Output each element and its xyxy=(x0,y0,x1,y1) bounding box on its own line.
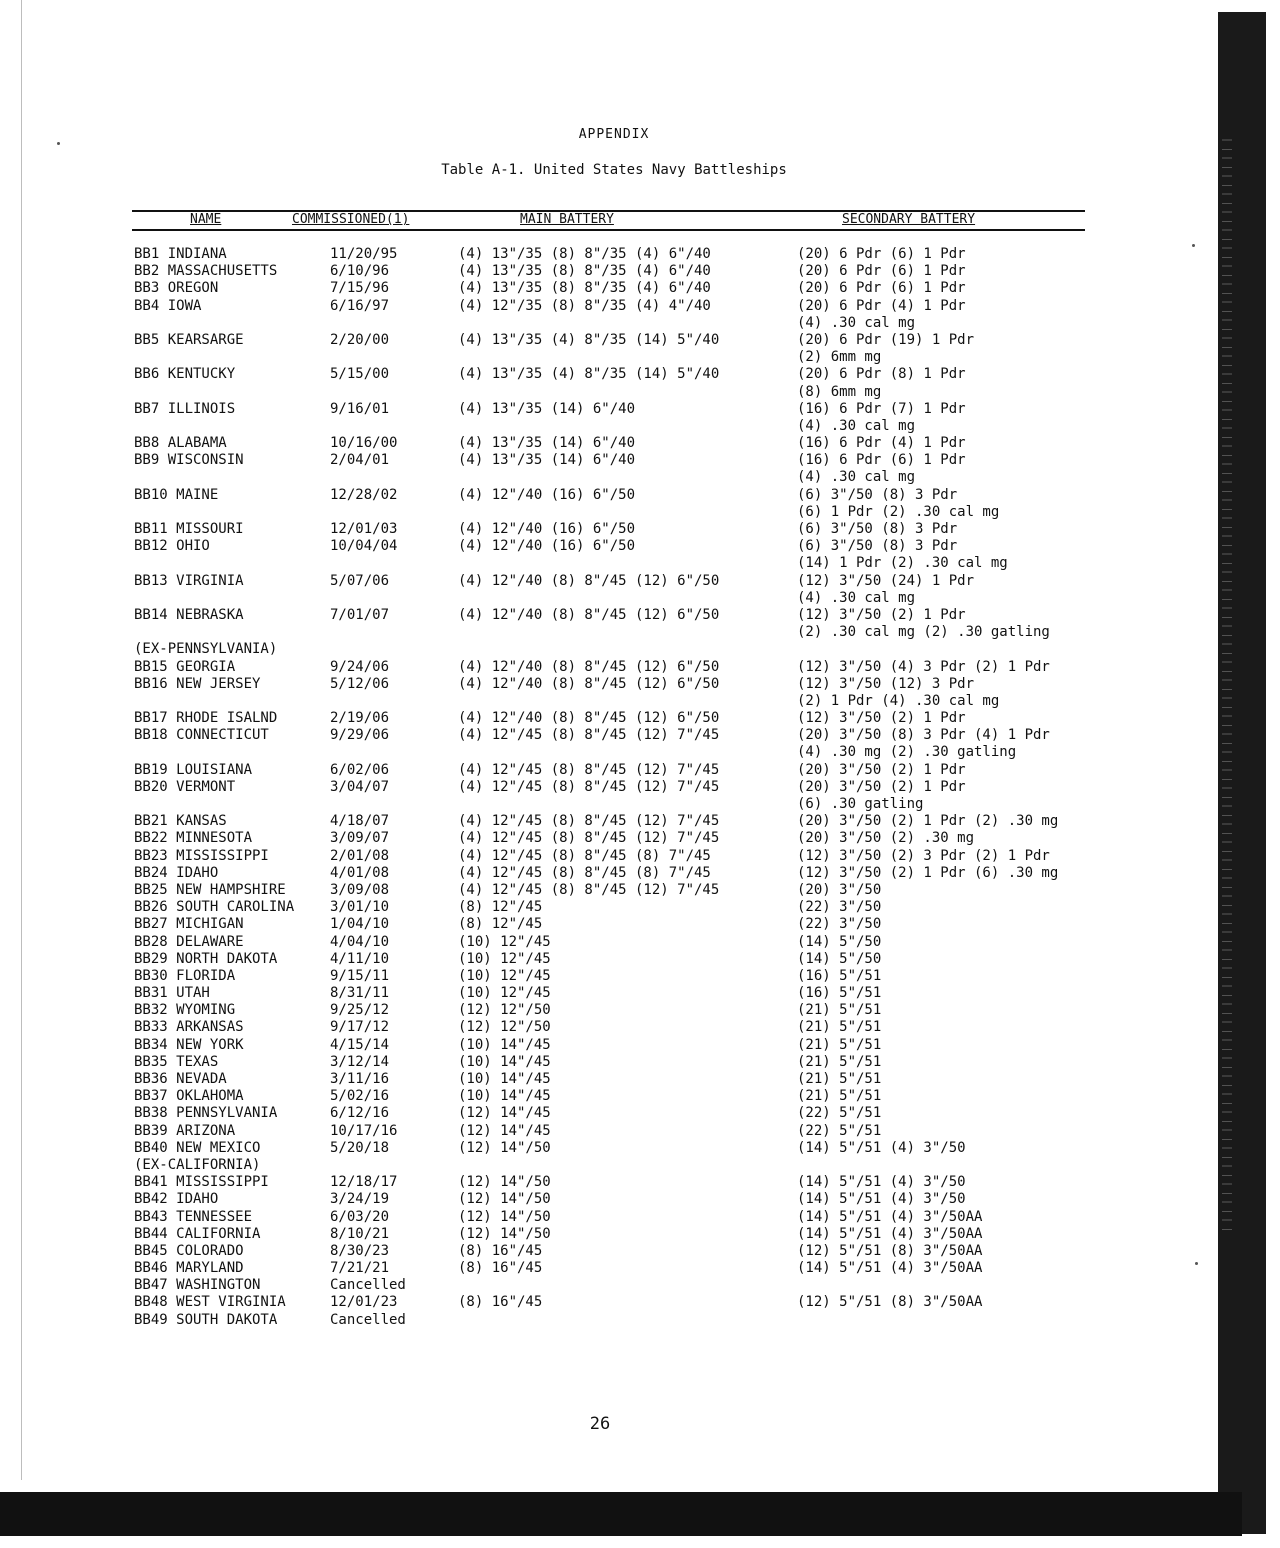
table-row xyxy=(0,607,1228,624)
commissioned-cell: 3/01/10 xyxy=(330,899,390,916)
main-battery-cell: (4) 12"/45 (8) 8"/45 (12) 7"/45 xyxy=(458,778,720,795)
main-battery-cell: (4) 12"/40 (8) 8"/45 (12) 6"/50 xyxy=(458,675,720,692)
commissioned-cell: 9/25/12 xyxy=(330,1002,390,1019)
commissioned-cell: 3/09/08 xyxy=(330,881,390,898)
table-row xyxy=(0,573,1228,590)
table-row xyxy=(0,779,1228,796)
secondary-battery-cell: (12) 3"/50 (2) 3 Pdr (2) 1 Pdr xyxy=(797,847,1050,864)
table-row xyxy=(0,504,1228,521)
main-battery-cell: (4) 13"/35 (14) 6"/40 xyxy=(458,435,636,452)
table-row xyxy=(0,744,1228,761)
ship-name-cell: BB16 NEW JERSEY xyxy=(134,675,261,692)
secondary-battery-cell: (14) 1 Pdr (2) .30 cal mg xyxy=(797,555,1008,572)
ship-name-cell: BB29 NORTH DAKOTA xyxy=(134,950,278,967)
ship-name-cell: BB49 SOUTH DAKOTA xyxy=(134,1311,278,1328)
table-row xyxy=(0,1294,1228,1311)
secondary-battery-cell: (21) 5"/51 xyxy=(797,1019,882,1036)
table-row xyxy=(0,693,1228,710)
ship-name-cell: BB5 KEARSARGE xyxy=(134,331,244,348)
table-row xyxy=(0,1105,1228,1122)
main-battery-cell: (12) 14"/45 xyxy=(458,1105,551,1122)
table-row xyxy=(0,1071,1228,1088)
table-row xyxy=(0,1277,1228,1294)
main-battery-cell: (10) 12"/45 xyxy=(458,985,551,1002)
secondary-battery-cell: (4) .30 cal mg xyxy=(797,314,916,331)
main-battery-cell: (4) 13"/35 (8) 8"/35 (4) 6"/40 xyxy=(458,280,711,297)
secondary-battery-cell: (6) 1 Pdr (2) .30 cal mg xyxy=(797,503,1000,520)
main-battery-cell: (12) 14"/50 xyxy=(458,1174,551,1191)
ship-name-cell: BB46 MARYLAND xyxy=(134,1260,244,1277)
secondary-battery-cell: (6) 3"/50 (8) 3 Pdr xyxy=(797,521,958,537)
commissioned-cell: 8/31/11 xyxy=(330,985,390,1002)
ship-name-cell: BB14 NEBRASKA xyxy=(134,606,244,623)
secondary-battery-cell: (21) 5"/51 xyxy=(797,1002,882,1019)
ship-name-cell: BB18 CONNECTICUT xyxy=(134,727,269,744)
secondary-battery-cell: (14) 5"/51 (4) 3"/50 xyxy=(797,1174,966,1191)
table-row xyxy=(0,676,1228,693)
page-number: 26 xyxy=(589,1414,611,1434)
secondary-battery-cell: (4) .30 cal mg xyxy=(797,417,916,434)
ship-name-cell: BB17 RHODE ISALND xyxy=(134,710,278,727)
table-row xyxy=(0,349,1228,366)
commissioned-cell: 9/24/06 xyxy=(330,658,390,675)
secondary-battery-cell: (14) 5"/50 xyxy=(797,933,882,950)
main-battery-cell: (4) 12"/35 (8) 8"/35 (4) 4"/40 xyxy=(458,297,711,314)
secondary-battery-cell: (20) 6 Pdr (19) 1 Pdr xyxy=(797,331,975,348)
main-battery-cell: (4) 12"/40 (8) 8"/45 (12) 6"/50 xyxy=(458,606,720,623)
table-row xyxy=(0,1037,1228,1054)
main-battery-cell: (10) 12"/45 xyxy=(458,950,551,967)
commissioned-cell: 3/12/14 xyxy=(330,1053,390,1070)
table-row xyxy=(0,401,1228,418)
table-row xyxy=(0,1157,1228,1174)
table-row xyxy=(0,951,1228,968)
main-battery-cell: (8) 16"/45 xyxy=(458,1294,543,1311)
table-row xyxy=(0,452,1228,469)
ship-name-cell: BB33 ARKANSAS xyxy=(134,1019,244,1036)
secondary-battery-cell: (22) 3"/50 xyxy=(797,899,882,916)
commissioned-cell: 10/17/16 xyxy=(330,1122,398,1139)
ship-name-cell: BB24 IDAHO xyxy=(134,864,219,881)
secondary-battery-cell: (16) 5"/51 xyxy=(797,967,882,984)
table-row xyxy=(0,1054,1228,1071)
commissioned-cell: Cancelled xyxy=(330,1277,406,1294)
secondary-battery-cell: (6) 3"/50 (8) 3 Pdr xyxy=(797,486,958,503)
main-battery-cell: (4) 12"/45 (8) 8"/45 (12) 7"/45 xyxy=(458,813,720,830)
commissioned-cell: 10/16/00 xyxy=(330,435,398,452)
main-battery-cell: (10) 14"/45 xyxy=(458,1053,551,1070)
header-rule-bottom xyxy=(132,229,1085,231)
table-row xyxy=(0,882,1228,899)
table-title: Table A-1. United States Navy Battleships xyxy=(441,162,787,178)
ship-name-cell: BB4 IOWA xyxy=(134,297,202,314)
commissioned-cell: 1/04/10 xyxy=(330,916,390,933)
table-row xyxy=(0,538,1228,555)
ship-name-cell: BB8 ALABAMA xyxy=(134,435,227,452)
appendix-heading: APPENDIX xyxy=(578,127,650,142)
table-row xyxy=(0,813,1228,830)
commissioned-cell: 6/02/06 xyxy=(330,761,390,778)
main-battery-cell: (12) 14"/50 xyxy=(458,1225,551,1242)
ship-name-cell: BB23 MISSISSIPPI xyxy=(134,847,269,864)
commissioned-cell: 5/15/00 xyxy=(330,366,390,383)
secondary-battery-cell: (20) 3"/50 (2) .30 mg xyxy=(797,830,975,847)
secondary-battery-cell: (14) 5"/51 (4) 3"/50AA xyxy=(797,1260,983,1277)
main-battery-cell: (12) 14"/50 xyxy=(458,1208,551,1225)
scan-speck xyxy=(57,142,60,145)
commissioned-cell: 6/03/20 xyxy=(330,1208,390,1225)
secondary-battery-cell: (22) 5"/51 xyxy=(797,1122,882,1139)
ship-name-cell: BB28 DELAWARE xyxy=(134,933,244,950)
secondary-battery-cell: (14) 5"/50 xyxy=(797,950,882,967)
main-battery-cell: (12) 14"/45 xyxy=(458,1122,551,1139)
ship-name-cell: BB6 KENTUCKY xyxy=(134,366,236,383)
main-battery-cell: (10) 12"/45 xyxy=(458,933,551,950)
secondary-battery-cell: (12) 3"/50 (12) 3 Pdr xyxy=(797,675,975,692)
secondary-battery-cell: (14) 5"/51 (4) 3"/50 xyxy=(797,1191,966,1208)
secondary-battery-cell: (22) 5"/51 xyxy=(797,1105,882,1122)
ship-name-cell: BB35 TEXAS xyxy=(134,1053,219,1070)
commissioned-cell: 3/11/16 xyxy=(330,1071,390,1087)
commissioned-cell: 7/21/21 xyxy=(330,1260,390,1277)
main-battery-cell: (4) 13"/35 (4) 8"/35 (14) 5"/40 xyxy=(458,331,720,348)
main-battery-cell: (4) 12"/40 (16) 6"/50 xyxy=(458,486,636,503)
ship-name-cell: BB26 SOUTH CAROLINA xyxy=(134,899,295,916)
table-row xyxy=(0,1191,1228,1208)
secondary-battery-cell: (6) .30 gatling xyxy=(797,796,924,812)
secondary-battery-cell: (2) .30 cal mg (2) .30 gatling xyxy=(797,624,1050,641)
commissioned-cell: 2/04/01 xyxy=(330,452,390,469)
main-battery-cell: (4) 12"/45 (8) 8"/45 (8) 7"/45 xyxy=(458,864,711,881)
ship-name-cell: BB22 MINNESOTA xyxy=(134,830,253,847)
secondary-battery-cell: (21) 5"/51 xyxy=(797,1071,882,1087)
table-row xyxy=(0,916,1228,933)
commissioned-cell: 4/11/10 xyxy=(330,950,390,967)
main-battery-cell: (4) 13"/35 (8) 8"/35 (4) 6"/40 xyxy=(458,246,711,262)
table-row xyxy=(0,624,1228,641)
secondary-battery-cell: (2) 1 Pdr (4) .30 cal mg xyxy=(797,692,1000,709)
table-row xyxy=(0,590,1228,607)
commissioned-cell: 9/15/11 xyxy=(330,967,390,984)
secondary-battery-cell: (20) 6 Pdr (4) 1 Pdr xyxy=(797,297,966,314)
commissioned-cell: 9/29/06 xyxy=(330,727,390,744)
table-row xyxy=(0,435,1228,452)
main-battery-cell: (10) 14"/45 xyxy=(458,1088,551,1105)
table-row xyxy=(0,727,1228,744)
table-row xyxy=(0,899,1228,916)
commissioned-cell: 3/24/19 xyxy=(330,1191,390,1208)
ship-name-cell: BB48 WEST VIRGINIA xyxy=(134,1294,286,1311)
main-battery-cell: (4) 13"/35 (4) 8"/35 (14) 5"/40 xyxy=(458,366,720,383)
table-row xyxy=(0,384,1228,401)
main-battery-cell: (10) 14"/45 xyxy=(458,1036,551,1053)
commissioned-cell: 5/20/18 xyxy=(330,1139,390,1156)
main-battery-cell: (4) 12"/40 (8) 8"/45 (12) 6"/50 xyxy=(458,710,720,727)
secondary-battery-cell: (12) 3"/50 (2) 1 Pdr (6) .30 mg xyxy=(797,864,1059,881)
table-row xyxy=(0,555,1228,572)
ship-name-cell: BB47 WASHINGTON xyxy=(134,1277,261,1294)
table-row xyxy=(0,830,1228,847)
secondary-battery-cell: (20) 6 Pdr (6) 1 Pdr xyxy=(797,263,966,280)
table-row xyxy=(0,469,1228,486)
secondary-battery-cell: (20) 3"/50 xyxy=(797,881,882,898)
secondary-battery-cell: (20) 3"/50 (8) 3 Pdr (4) 1 Pdr xyxy=(797,727,1050,744)
ship-name-cell: BB7 ILLINOIS xyxy=(134,400,236,417)
table-row xyxy=(0,332,1228,349)
secondary-battery-cell: (20) 3"/50 (2) 1 Pdr xyxy=(797,778,966,795)
commissioned-cell: 4/15/14 xyxy=(330,1036,390,1053)
main-battery-cell: (4) 12"/45 (8) 8"/45 (12) 7"/45 xyxy=(458,881,720,898)
secondary-battery-cell: (12) 3"/50 (24) 1 Pdr xyxy=(797,572,975,589)
ship-name-cell: BB41 MISSISSIPPI xyxy=(134,1174,269,1191)
commissioned-cell: 2/20/00 xyxy=(330,331,390,348)
commissioned-cell: 2/19/06 xyxy=(330,710,390,727)
secondary-battery-cell: (2) 6mm mg xyxy=(797,349,882,366)
ship-name-cell: BB3 OREGON xyxy=(134,280,219,297)
main-battery-cell: (12) 14"/50 xyxy=(458,1191,551,1208)
secondary-battery-cell: (20) 6 Pdr (6) 1 Pdr xyxy=(797,280,966,297)
main-battery-cell: (10) 14"/45 xyxy=(458,1071,551,1087)
commissioned-cell: 7/15/96 xyxy=(330,280,390,297)
ship-name-cell: BB43 TENNESSEE xyxy=(134,1208,253,1225)
main-battery-cell: (12) 14"/50 xyxy=(458,1139,551,1156)
main-battery-cell: (4) 12"/45 (8) 8"/45 (8) 7"/45 xyxy=(458,847,711,864)
secondary-battery-cell: (12) 3"/50 (2) 1 Pdr xyxy=(797,606,966,623)
commissioned-cell: Cancelled xyxy=(330,1311,406,1328)
table-row xyxy=(0,1243,1228,1260)
secondary-battery-cell: (12) 5"/51 (8) 3"/50AA xyxy=(797,1294,983,1311)
ship-name-cell: BB40 NEW MEXICO xyxy=(134,1139,261,1156)
ship-name-cell: BB44 CALIFORNIA xyxy=(134,1225,261,1242)
secondary-battery-cell: (8) 6mm mg xyxy=(797,383,882,400)
table-row xyxy=(0,487,1228,504)
secondary-battery-cell: (12) 3"/50 (4) 3 Pdr (2) 1 Pdr xyxy=(797,658,1050,675)
secondary-battery-cell: (21) 5"/51 xyxy=(797,1036,882,1053)
table-row xyxy=(0,246,1228,263)
secondary-battery-cell: (14) 5"/51 (4) 3"/50AA xyxy=(797,1208,983,1225)
commissioned-cell: 5/12/06 xyxy=(330,675,390,692)
ship-name-cell: BB21 KANSAS xyxy=(134,813,227,830)
table-row xyxy=(0,1002,1228,1019)
table-row xyxy=(0,1088,1228,1105)
commissioned-cell: 6/16/97 xyxy=(330,297,390,314)
table-row xyxy=(0,985,1228,1002)
commissioned-cell: 7/01/07 xyxy=(330,606,390,623)
commissioned-cell: 4/04/10 xyxy=(330,933,390,950)
commissioned-cell: 6/12/16 xyxy=(330,1105,390,1122)
table-row xyxy=(0,298,1228,315)
ship-name-cell: BB19 LOUISIANA xyxy=(134,761,253,778)
commissioned-cell: 9/17/12 xyxy=(330,1019,390,1036)
commissioned-cell: 8/10/21 xyxy=(330,1225,390,1242)
ship-name-cell: BB20 VERMONT xyxy=(134,778,236,795)
table-row xyxy=(0,1140,1228,1157)
main-battery-cell: (8) 12"/45 xyxy=(458,899,543,916)
table-row xyxy=(0,1312,1228,1329)
ship-name-cell: BB15 GEORGIA xyxy=(134,658,236,675)
ship-name-cell: BB2 MASSACHUSETTS xyxy=(134,263,278,280)
ship-name-cell: BB34 NEW YORK xyxy=(134,1036,244,1053)
ship-name-cell: BB11 MISSOURI xyxy=(134,521,244,537)
ship-name-cell: BB13 VIRGINIA xyxy=(134,572,244,589)
ship-name-cell: BB45 COLORADO xyxy=(134,1242,244,1259)
table-row xyxy=(0,1260,1228,1277)
ship-name-cell: BB42 IDAHO xyxy=(134,1191,219,1208)
main-battery-cell: (8) 16"/45 xyxy=(458,1260,543,1277)
column-header-secondary-battery: SECONDARY BATTERY xyxy=(842,212,976,227)
ship-name-cell: (EX-CALIFORNIA) xyxy=(134,1156,261,1173)
secondary-battery-cell: (12) 3"/50 (2) 1 Pdr xyxy=(797,710,966,727)
table-row xyxy=(0,762,1228,779)
ship-name-cell: BB27 MICHIGAN xyxy=(134,916,244,933)
secondary-battery-cell: (21) 5"/51 xyxy=(797,1053,882,1070)
column-header-commissioned: COMMISSIONED(1) xyxy=(292,212,410,227)
commissioned-cell: 4/18/07 xyxy=(330,813,390,830)
commissioned-cell: 6/10/96 xyxy=(330,263,390,280)
commissioned-cell: 5/02/16 xyxy=(330,1088,390,1105)
main-battery-cell: (12) 12"/50 xyxy=(458,1002,551,1019)
commissioned-cell: 9/16/01 xyxy=(330,400,390,417)
secondary-battery-cell: (20) 6 Pdr (8) 1 Pdr xyxy=(797,366,966,383)
table-row xyxy=(0,263,1228,280)
main-battery-cell: (4) 12"/40 (8) 8"/45 (12) 6"/50 xyxy=(458,658,720,675)
secondary-battery-cell: (20) 6 Pdr (6) 1 Pdr xyxy=(797,246,966,262)
ship-name-cell: BB1 INDIANA xyxy=(134,246,227,262)
main-battery-cell: (4) 12"/45 (8) 8"/45 (12) 7"/45 xyxy=(458,761,720,778)
table-row xyxy=(0,848,1228,865)
table-row xyxy=(0,366,1228,383)
commissioned-cell: 12/01/23 xyxy=(330,1294,398,1311)
commissioned-cell: 11/20/95 xyxy=(330,246,398,262)
commissioned-cell: 2/01/08 xyxy=(330,847,390,864)
main-battery-cell: (4) 12"/40 (16) 6"/50 xyxy=(458,521,636,537)
main-battery-cell: (12) 12"/50 xyxy=(458,1019,551,1036)
table-row xyxy=(0,968,1228,985)
ship-name-cell: BB10 MAINE xyxy=(134,486,219,503)
secondary-battery-cell: (4) .30 cal mg xyxy=(797,589,916,606)
table-row xyxy=(0,659,1228,676)
secondary-battery-cell: (16) 6 Pdr (7) 1 Pdr xyxy=(797,400,966,417)
main-battery-cell: (4) 12"/45 (8) 8"/45 (12) 7"/45 xyxy=(458,727,720,744)
battleship-table-body xyxy=(0,246,1228,1329)
secondary-battery-cell: (14) 5"/51 (4) 3"/50 xyxy=(797,1139,966,1156)
table-row xyxy=(0,934,1228,951)
table-row xyxy=(0,641,1228,658)
commissioned-cell: 10/04/04 xyxy=(330,538,398,555)
table-row xyxy=(0,521,1228,538)
ship-name-cell: BB36 NEVADA xyxy=(134,1071,227,1087)
table-row xyxy=(0,1019,1228,1036)
ship-name-cell: BB25 NEW HAMPSHIRE xyxy=(134,881,286,898)
commissioned-cell: 4/01/08 xyxy=(330,864,390,881)
main-battery-cell: (4) 12"/45 (8) 8"/45 (12) 7"/45 xyxy=(458,830,720,847)
table-row xyxy=(0,280,1228,297)
secondary-battery-cell: (14) 5"/51 (4) 3"/50AA xyxy=(797,1225,983,1242)
table-row xyxy=(0,1174,1228,1191)
table-row xyxy=(0,1226,1228,1243)
secondary-battery-cell: (16) 6 Pdr (6) 1 Pdr xyxy=(797,452,966,469)
secondary-battery-cell: (4) .30 cal mg xyxy=(797,469,916,486)
table-row xyxy=(0,796,1228,813)
main-battery-cell: (4) 13"/35 (14) 6"/40 xyxy=(458,452,636,469)
secondary-battery-cell: (22) 3"/50 xyxy=(797,916,882,933)
table-row xyxy=(0,865,1228,882)
main-battery-cell: (8) 12"/45 xyxy=(458,916,543,933)
commissioned-cell: 8/30/23 xyxy=(330,1242,390,1259)
commissioned-cell: 3/09/07 xyxy=(330,830,390,847)
table-row xyxy=(0,1209,1228,1226)
table-row xyxy=(0,710,1228,727)
commissioned-cell: 12/28/02 xyxy=(330,486,398,503)
main-battery-cell: (4) 13"/35 (14) 6"/40 xyxy=(458,400,636,417)
ship-name-cell: BB38 PENNSYLVANIA xyxy=(134,1105,278,1122)
column-header-main-battery: MAIN BATTERY xyxy=(520,212,614,227)
ship-name-cell: BB31 UTAH xyxy=(134,985,210,1002)
ship-name-cell: BB39 ARIZONA xyxy=(134,1122,236,1139)
secondary-battery-cell: (12) 5"/51 (8) 3"/50AA xyxy=(797,1242,983,1259)
table-row xyxy=(0,1123,1228,1140)
main-battery-cell: (10) 12"/45 xyxy=(458,967,551,984)
secondary-battery-cell: (20) 3"/50 (2) 1 Pdr xyxy=(797,761,966,778)
commissioned-cell: 12/01/03 xyxy=(330,521,398,537)
table-row xyxy=(0,315,1228,332)
secondary-battery-cell: (16) 5"/51 xyxy=(797,985,882,1002)
main-battery-cell: (4) 12"/40 (8) 8"/45 (12) 6"/50 xyxy=(458,572,720,589)
commissioned-cell: 5/07/06 xyxy=(330,572,390,589)
main-battery-cell: (8) 16"/45 xyxy=(458,1242,543,1259)
column-header-name: NAME xyxy=(190,212,222,227)
ship-name-cell: BB12 OHIO xyxy=(134,538,210,555)
ship-name-cell: BB30 FLORIDA xyxy=(134,967,236,984)
secondary-battery-cell: (21) 5"/51 xyxy=(797,1088,882,1105)
secondary-battery-cell: (6) 3"/50 (8) 3 Pdr xyxy=(797,538,958,555)
main-battery-cell: (4) 12"/40 (16) 6"/50 xyxy=(458,538,636,555)
ship-name-cell: (EX-PENNSYLVANIA) xyxy=(134,641,278,658)
scan-bottom-border xyxy=(0,1492,1242,1536)
ship-name-cell: BB37 OKLAHOMA xyxy=(134,1088,244,1105)
commissioned-cell: 3/04/07 xyxy=(330,778,390,795)
ship-name-cell: BB9 WISCONSIN xyxy=(134,452,244,469)
table-row xyxy=(0,418,1228,435)
main-battery-cell: (4) 13"/35 (8) 8"/35 (4) 6"/40 xyxy=(458,263,711,280)
secondary-battery-cell: (20) 3"/50 (2) 1 Pdr (2) .30 mg xyxy=(797,813,1059,830)
secondary-battery-cell: (16) 6 Pdr (4) 1 Pdr xyxy=(797,435,966,452)
ship-name-cell: BB32 WYOMING xyxy=(134,1002,236,1019)
secondary-battery-cell: (4) .30 mg (2) .30 gatling xyxy=(797,744,1017,761)
commissioned-cell: 12/18/17 xyxy=(330,1174,398,1191)
